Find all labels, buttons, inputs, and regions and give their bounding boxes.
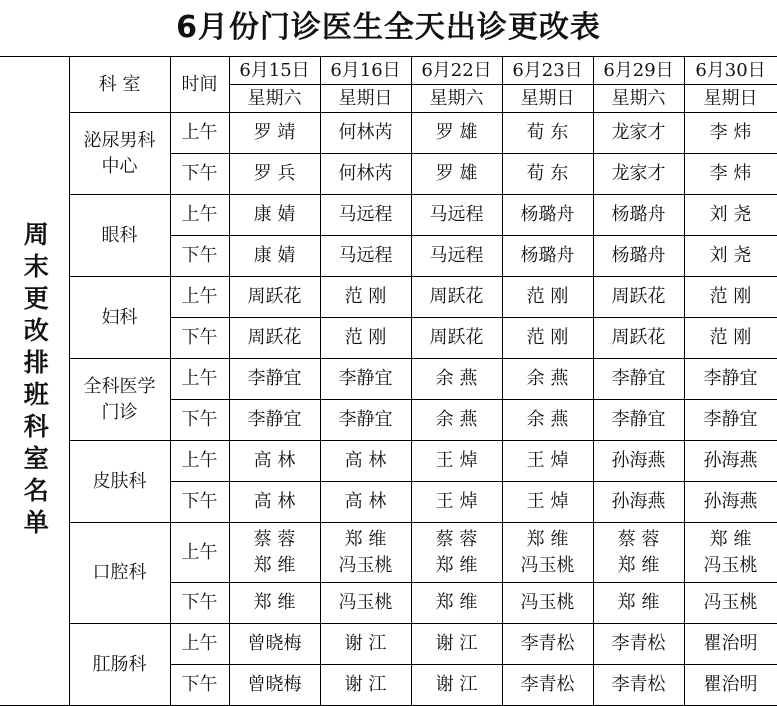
doctor-cell: 杨璐舟 xyxy=(502,195,593,236)
header-date: 6月22日 xyxy=(411,57,502,85)
header-weekday: 星期六 xyxy=(229,85,320,113)
side-label: 周末更改排班科室名单 xyxy=(0,57,69,706)
time-slot-pm: 下午 xyxy=(170,665,229,706)
doctor-cell: 李青松 xyxy=(593,665,684,706)
doctor-cell: 范 刚 xyxy=(320,318,411,359)
doctor-cell: 郑 维 冯玉桃 xyxy=(684,523,777,583)
header-weekday: 星期日 xyxy=(502,85,593,113)
doctor-cell: 孙海燕 xyxy=(593,482,684,523)
doctor-cell: 谢 江 xyxy=(320,624,411,665)
doctor-cell: 杨璐舟 xyxy=(593,195,684,236)
doctor-cell: 李静宜 xyxy=(320,359,411,400)
doctor-cell: 范 刚 xyxy=(684,318,777,359)
doctor-cell: 罗 雄 xyxy=(411,113,502,154)
doctor-cell: 康 婧 xyxy=(229,236,320,277)
doctor-cell: 范 刚 xyxy=(320,277,411,318)
doctor-cell: 周跃花 xyxy=(229,318,320,359)
doctor-cell: 罗 兵 xyxy=(229,154,320,195)
doctor-cell: 郑 维 xyxy=(593,583,684,624)
doctor-cell: 高 林 xyxy=(229,441,320,482)
doctor-cell: 李 炜 xyxy=(684,113,777,154)
doctor-cell: 荀 东 xyxy=(502,154,593,195)
header-weekday: 星期六 xyxy=(411,85,502,113)
doctor-cell: 王 焯 xyxy=(502,482,593,523)
doctor-cell: 曾晓梅 xyxy=(229,665,320,706)
time-slot-am: 上午 xyxy=(170,441,229,482)
header-department: 科 室 xyxy=(69,57,170,113)
doctor-cell: 冯玉桃 xyxy=(320,583,411,624)
doctor-cell: 周跃花 xyxy=(229,277,320,318)
time-slot-am: 上午 xyxy=(170,359,229,400)
doctor-cell: 马远程 xyxy=(320,195,411,236)
doctor-cell: 谢 江 xyxy=(411,665,502,706)
doctor-cell: 冯玉桃 xyxy=(502,583,593,624)
doctor-cell: 李 炜 xyxy=(684,154,777,195)
doctor-cell: 康 婧 xyxy=(229,195,320,236)
time-slot-am: 上午 xyxy=(170,113,229,154)
doctor-cell: 李青松 xyxy=(593,624,684,665)
doctor-cell: 曾晓梅 xyxy=(229,624,320,665)
time-slot-pm: 下午 xyxy=(170,482,229,523)
header-date: 6月15日 xyxy=(229,57,320,85)
header-weekday: 星期六 xyxy=(593,85,684,113)
doctor-cell: 范 刚 xyxy=(502,318,593,359)
doctor-cell: 罗 靖 xyxy=(229,113,320,154)
doctor-cell: 杨璐舟 xyxy=(502,236,593,277)
time-slot-am: 上午 xyxy=(170,523,229,583)
page-title: 6月份门诊医生全天出诊更改表 xyxy=(176,10,601,45)
doctor-cell: 蔡 蓉 郑 维 xyxy=(229,523,320,583)
doctor-cell: 瞿治明 xyxy=(684,665,777,706)
doctor-cell: 李静宜 xyxy=(684,359,777,400)
time-slot-pm: 下午 xyxy=(170,236,229,277)
doctor-cell: 郑 维 冯玉桃 xyxy=(320,523,411,583)
doctor-cell: 高 林 xyxy=(320,441,411,482)
time-slot-am: 上午 xyxy=(170,277,229,318)
header-weekday: 星期日 xyxy=(320,85,411,113)
doctor-cell: 余 燕 xyxy=(502,400,593,441)
doctor-cell: 瞿治明 xyxy=(684,624,777,665)
department-name: 眼科 xyxy=(69,195,170,277)
doctor-cell: 李青松 xyxy=(502,624,593,665)
doctor-cell: 高 林 xyxy=(229,482,320,523)
doctor-cell: 李静宜 xyxy=(229,359,320,400)
doctor-cell: 郑 维 xyxy=(229,583,320,624)
doctor-cell: 刘 尧 xyxy=(684,195,777,236)
time-slot-pm: 下午 xyxy=(170,318,229,359)
doctor-cell: 马远程 xyxy=(411,195,502,236)
time-slot-am: 上午 xyxy=(170,624,229,665)
header-date: 6月30日 xyxy=(684,57,777,85)
doctor-cell: 范 刚 xyxy=(684,277,777,318)
doctor-cell: 周跃花 xyxy=(593,318,684,359)
time-slot-am: 上午 xyxy=(170,195,229,236)
doctor-cell: 周跃花 xyxy=(411,277,502,318)
doctor-cell: 郑 维 冯玉桃 xyxy=(502,523,593,583)
time-slot-pm: 下午 xyxy=(170,583,229,624)
doctor-cell: 龙家才 xyxy=(593,113,684,154)
doctor-cell: 王 焯 xyxy=(411,482,502,523)
doctor-cell: 马远程 xyxy=(411,236,502,277)
header-date: 6月29日 xyxy=(593,57,684,85)
doctor-cell: 蔡 蓉 郑 维 xyxy=(411,523,502,583)
doctor-cell: 刘 尧 xyxy=(684,236,777,277)
doctor-cell: 李静宜 xyxy=(593,359,684,400)
schedule-table xyxy=(0,56,777,706)
doctor-cell: 何林芮 xyxy=(320,154,411,195)
header-time: 时间 xyxy=(170,57,229,113)
doctor-cell: 余 燕 xyxy=(411,359,502,400)
doctor-cell: 龙家才 xyxy=(593,154,684,195)
doctor-cell: 余 燕 xyxy=(411,400,502,441)
doctor-cell: 孙海燕 xyxy=(684,482,777,523)
header-date: 6月23日 xyxy=(502,57,593,85)
doctor-cell: 范 刚 xyxy=(502,277,593,318)
doctor-cell: 蔡 蓉 郑 维 xyxy=(593,523,684,583)
doctor-cell: 谢 江 xyxy=(411,624,502,665)
doctor-cell: 马远程 xyxy=(320,236,411,277)
doctor-cell: 李静宜 xyxy=(593,400,684,441)
doctor-cell: 谢 江 xyxy=(320,665,411,706)
header-date: 6月16日 xyxy=(320,57,411,85)
doctor-cell: 余 燕 xyxy=(502,359,593,400)
doctor-cell: 高 林 xyxy=(320,482,411,523)
doctor-cell: 李静宜 xyxy=(229,400,320,441)
doctor-cell: 荀 东 xyxy=(502,113,593,154)
doctor-cell: 何林芮 xyxy=(320,113,411,154)
doctor-cell: 罗 雄 xyxy=(411,154,502,195)
department-name: 全科医学 门诊 xyxy=(69,359,170,441)
department-name: 泌尿男科 中心 xyxy=(69,113,170,195)
doctor-cell: 周跃花 xyxy=(593,277,684,318)
doctor-cell: 冯玉桃 xyxy=(684,583,777,624)
doctor-cell: 周跃花 xyxy=(411,318,502,359)
department-name: 妇科 xyxy=(69,277,170,359)
doctor-cell: 杨璐舟 xyxy=(593,236,684,277)
doctor-cell: 李静宜 xyxy=(320,400,411,441)
header-weekday: 星期日 xyxy=(684,85,777,113)
department-name: 口腔科 xyxy=(69,523,170,624)
time-slot-pm: 下午 xyxy=(170,400,229,441)
doctor-cell: 郑 维 xyxy=(411,583,502,624)
department-name: 肛肠科 xyxy=(69,624,170,706)
doctor-cell: 孙海燕 xyxy=(684,441,777,482)
time-slot-pm: 下午 xyxy=(170,154,229,195)
doctor-cell: 李青松 xyxy=(502,665,593,706)
department-name: 皮肤科 xyxy=(69,441,170,523)
doctor-cell: 李静宜 xyxy=(684,400,777,441)
doctor-cell: 王 焯 xyxy=(502,441,593,482)
doctor-cell: 孙海燕 xyxy=(593,441,684,482)
doctor-cell: 王 焯 xyxy=(411,441,502,482)
